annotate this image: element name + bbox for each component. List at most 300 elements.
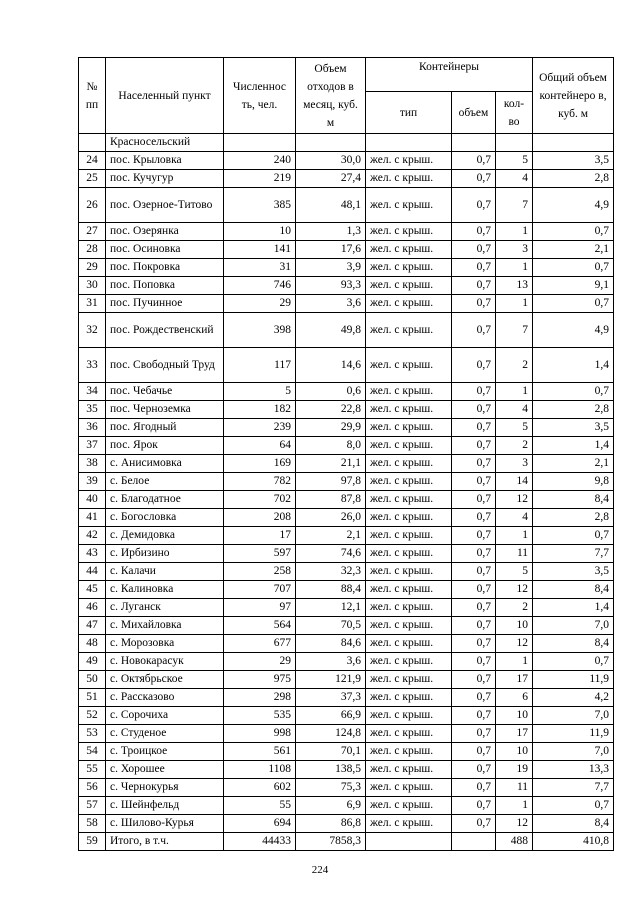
cell-container-count: 4 <box>496 509 533 527</box>
cell-num: 56 <box>79 779 106 797</box>
cell-num: 40 <box>79 491 106 509</box>
cell-population: 10 <box>224 223 296 241</box>
cell-container-type: жел. с крыш. <box>366 527 452 545</box>
cell-num: 51 <box>79 689 106 707</box>
cell-population: 29 <box>224 653 296 671</box>
cell-num: 37 <box>79 437 106 455</box>
cell-num: 58 <box>79 815 106 833</box>
cell-settlement: пос. Чебачье <box>106 383 224 401</box>
cell-container-type: жел. с крыш. <box>366 152 452 170</box>
table-row <box>79 295 614 313</box>
table-row <box>79 779 614 797</box>
table-row <box>79 617 614 635</box>
cell-waste-volume: 32,3 <box>296 563 366 581</box>
table-row <box>79 545 614 563</box>
cell-empty <box>496 134 533 152</box>
table-row <box>79 419 614 437</box>
cell-total-volume: 13,3 <box>533 761 614 779</box>
cell-settlement: пос. Ягодный <box>106 419 224 437</box>
cell-container-count: 3 <box>496 455 533 473</box>
cell-container-type: жел. с крыш. <box>366 581 452 599</box>
table-row <box>79 241 614 259</box>
page-number: 224 <box>311 864 329 876</box>
cell-settlement: пос. Озерянка <box>106 223 224 241</box>
cell-container-type: жел. с крыш. <box>366 599 452 617</box>
cell-total-volume: 9,8 <box>533 473 614 491</box>
cell-container-count: 488 <box>496 833 533 851</box>
cell-container-type: жел. с крыш. <box>366 188 452 223</box>
cell-settlement: пос. Осиновка <box>106 241 224 259</box>
cell-num: 49 <box>79 653 106 671</box>
cell-empty <box>533 134 614 152</box>
cell-container-type: жел. с крыш. <box>366 419 452 437</box>
cell-container-volume: 0,7 <box>452 653 496 671</box>
table-row <box>79 743 614 761</box>
table-row <box>79 383 614 401</box>
cell-waste-volume: 12,1 <box>296 599 366 617</box>
cell-total-volume: 2,1 <box>533 241 614 259</box>
cell-total-volume: 0,7 <box>533 653 614 671</box>
cell-container-count: 14 <box>496 473 533 491</box>
cell-num: 28 <box>79 241 106 259</box>
cell-num: 25 <box>79 170 106 188</box>
cell-container-volume: 0,7 <box>452 437 496 455</box>
cell-container-volume: 0,7 <box>452 707 496 725</box>
cell-num: 47 <box>79 617 106 635</box>
continuation-label: Красносельский <box>106 134 224 152</box>
cell-waste-volume: 138,5 <box>296 761 366 779</box>
cell-population: 385 <box>224 188 296 223</box>
cell-population: 298 <box>224 689 296 707</box>
cell-container-volume: 0,7 <box>452 473 496 491</box>
cell-container-count: 7 <box>496 188 533 223</box>
cell-num: 38 <box>79 455 106 473</box>
table-row <box>79 707 614 725</box>
cell-container-type: жел. с крыш. <box>366 170 452 188</box>
cell-container-count: 1 <box>496 653 533 671</box>
cell-num: 41 <box>79 509 106 527</box>
cell-container-volume: 0,7 <box>452 419 496 437</box>
cell-total-volume: 9,1 <box>533 277 614 295</box>
cell-container-volume: 0,7 <box>452 671 496 689</box>
cell-num: 45 <box>79 581 106 599</box>
cell-container-type: жел. с крыш. <box>366 653 452 671</box>
cell-container-count: 1 <box>496 797 533 815</box>
cell-settlement: пос. Озерное-Титово <box>106 188 224 223</box>
cell-total-volume: 0,7 <box>533 797 614 815</box>
cell-settlement: с. Сорочиха <box>106 707 224 725</box>
cell-population: 169 <box>224 455 296 473</box>
cell-container-type: жел. с крыш. <box>366 815 452 833</box>
cell-container-volume: 0,7 <box>452 797 496 815</box>
cell-container-type: жел. с крыш. <box>366 635 452 653</box>
table-row <box>79 401 614 419</box>
cell-container-count: 1 <box>496 223 533 241</box>
cell-empty <box>79 134 106 152</box>
cell-container-count: 3 <box>496 241 533 259</box>
cell-container-type: жел. с крыш. <box>366 313 452 348</box>
cell-settlement: пос. Пучинное <box>106 295 224 313</box>
cell-total-volume: 3,5 <box>533 419 614 437</box>
cell-container-type: жел. с крыш. <box>366 383 452 401</box>
cell-num: 57 <box>79 797 106 815</box>
cell-num: 33 <box>79 348 106 383</box>
cell-total-volume: 2,8 <box>533 401 614 419</box>
table-row <box>79 653 614 671</box>
cell-population: 398 <box>224 313 296 348</box>
cell-container-volume: 0,7 <box>452 295 496 313</box>
cell-container-count: 17 <box>496 671 533 689</box>
cell-container-type: жел. с крыш. <box>366 455 452 473</box>
cell-num: 43 <box>79 545 106 563</box>
cell-container-count: 7 <box>496 313 533 348</box>
cell-population: 31 <box>224 259 296 277</box>
header-settlement: Населенный пункт <box>106 58 224 134</box>
table-row <box>79 725 614 743</box>
cell-waste-volume: 22,8 <box>296 401 366 419</box>
cell-waste-volume: 8,0 <box>296 437 366 455</box>
cell-total-volume: 0,7 <box>533 527 614 545</box>
cell-waste-volume: 30,0 <box>296 152 366 170</box>
cell-settlement: пос. Рождественский <box>106 313 224 348</box>
cell-settlement: с. Благодатное <box>106 491 224 509</box>
cell-num: 54 <box>79 743 106 761</box>
cell-total-volume: 4,2 <box>533 689 614 707</box>
cell-total-volume: 1,4 <box>533 348 614 383</box>
cell-container-count: 17 <box>496 725 533 743</box>
cell-settlement: с. Шилово-Курья <box>106 815 224 833</box>
cell-population: 29 <box>224 295 296 313</box>
cell-population: 602 <box>224 779 296 797</box>
table-row <box>79 223 614 241</box>
cell-total-volume: 7,7 <box>533 545 614 563</box>
cell-container-count: 2 <box>496 437 533 455</box>
cell-settlement: с. Демидовка <box>106 527 224 545</box>
cell-container-volume: 0,7 <box>452 188 496 223</box>
cell-waste-volume: 70,1 <box>296 743 366 761</box>
cell-num: 35 <box>79 401 106 419</box>
cell-settlement: с. Хорошее <box>106 761 224 779</box>
cell-container-count: 2 <box>496 599 533 617</box>
cell-population: 561 <box>224 743 296 761</box>
cell-total-volume: 8,4 <box>533 635 614 653</box>
cell-container-volume: 0,7 <box>452 689 496 707</box>
cell-container-type: жел. с крыш. <box>366 277 452 295</box>
cell-container-count: 1 <box>496 259 533 277</box>
cell-container-type: жел. с крыш. <box>366 725 452 743</box>
cell-container-volume: 0,7 <box>452 725 496 743</box>
cell-container-type: жел. с крыш. <box>366 491 452 509</box>
cell-container-volume: 0,7 <box>452 348 496 383</box>
cell-settlement: с. Ирбизино <box>106 545 224 563</box>
cell-waste-volume: 1,3 <box>296 223 366 241</box>
cell-container-type: жел. с крыш. <box>366 295 452 313</box>
cell-num: 36 <box>79 419 106 437</box>
cell-waste-volume: 7858,3 <box>296 833 366 851</box>
cell-total-volume: 7,0 <box>533 707 614 725</box>
cell-container-count: 10 <box>496 743 533 761</box>
cell-container-volume: 0,7 <box>452 545 496 563</box>
cell-settlement: с. Шейнфельд <box>106 797 224 815</box>
cell-waste-volume: 66,9 <box>296 707 366 725</box>
table-row <box>79 527 614 545</box>
cell-container-type: жел. с крыш. <box>366 401 452 419</box>
cell-container-count: 1 <box>496 383 533 401</box>
table-row <box>79 491 614 509</box>
table-row <box>79 455 614 473</box>
cell-population: 17 <box>224 527 296 545</box>
cell-container-volume: 0,7 <box>452 401 496 419</box>
cell-empty <box>366 134 452 152</box>
header-total-volume: Общий объем контейнеро в, куб. м <box>533 58 614 134</box>
cell-container-volume: 0,7 <box>452 779 496 797</box>
cell-population: 597 <box>224 545 296 563</box>
cell-num: 32 <box>79 313 106 348</box>
cell-total-volume: 4,9 <box>533 188 614 223</box>
cell-total-volume: 8,4 <box>533 581 614 599</box>
cell-total-volume: 1,4 <box>533 437 614 455</box>
cell-container-type: жел. с крыш. <box>366 223 452 241</box>
cell-container-type: жел. с крыш. <box>366 473 452 491</box>
cell-container-volume: 0,7 <box>452 152 496 170</box>
cell-num: 48 <box>79 635 106 653</box>
cell-container-type: жел. с крыш. <box>366 671 452 689</box>
cell-container-type: жел. с крыш. <box>366 617 452 635</box>
cell-population: 707 <box>224 581 296 599</box>
cell-num: 50 <box>79 671 106 689</box>
cell-population: 702 <box>224 491 296 509</box>
cell-population: 746 <box>224 277 296 295</box>
cell-total-volume: 2,8 <box>533 170 614 188</box>
cell-container-count: 19 <box>496 761 533 779</box>
cell-num: 53 <box>79 725 106 743</box>
cell-container-type: жел. с крыш. <box>366 563 452 581</box>
cell-settlement: пос. Поповка <box>106 277 224 295</box>
cell-empty <box>224 134 296 152</box>
cell-container-type <box>366 833 452 851</box>
cell-container-volume: 0,7 <box>452 761 496 779</box>
cell-population: 694 <box>224 815 296 833</box>
cell-waste-volume: 3,6 <box>296 653 366 671</box>
cell-container-volume: 0,7 <box>452 509 496 527</box>
cell-settlement: пос. Кучугур <box>106 170 224 188</box>
cell-population: 141 <box>224 241 296 259</box>
cell-waste-volume: 87,8 <box>296 491 366 509</box>
cell-settlement: пос. Свободный Труд <box>106 348 224 383</box>
cell-container-count: 5 <box>496 563 533 581</box>
cell-container-count: 2 <box>496 348 533 383</box>
cell-waste-volume: 21,1 <box>296 455 366 473</box>
table-row <box>79 761 614 779</box>
cell-container-volume: 0,7 <box>452 383 496 401</box>
table-row <box>79 170 614 188</box>
header-type: тип <box>366 92 452 134</box>
table-row <box>79 188 614 223</box>
cell-total-volume: 8,4 <box>533 815 614 833</box>
cell-num: 30 <box>79 277 106 295</box>
cell-container-type: жел. с крыш. <box>366 545 452 563</box>
cell-total-volume: 7,0 <box>533 617 614 635</box>
header-count: кол-во <box>496 92 533 134</box>
cell-population: 782 <box>224 473 296 491</box>
cell-container-type: жел. с крыш. <box>366 797 452 815</box>
cell-container-volume: 0,7 <box>452 170 496 188</box>
cell-container-volume: 0,7 <box>452 527 496 545</box>
cell-population: 564 <box>224 617 296 635</box>
cell-container-count: 13 <box>496 277 533 295</box>
cell-total-volume: 11,9 <box>533 725 614 743</box>
table-row <box>79 671 614 689</box>
cell-settlement: с. Богословка <box>106 509 224 527</box>
header-num: № пп <box>79 58 106 134</box>
cell-population: 5 <box>224 383 296 401</box>
cell-empty <box>452 134 496 152</box>
cell-settlement: с. Морозовка <box>106 635 224 653</box>
cell-container-volume: 0,7 <box>452 599 496 617</box>
cell-container-count: 6 <box>496 689 533 707</box>
table-row <box>79 635 614 653</box>
table-row <box>79 313 614 348</box>
cell-population: 677 <box>224 635 296 653</box>
cell-settlement: с. Калиновка <box>106 581 224 599</box>
table-row <box>79 473 614 491</box>
cell-population: 44433 <box>224 833 296 851</box>
cell-waste-volume: 84,6 <box>296 635 366 653</box>
cell-waste-volume: 93,3 <box>296 277 366 295</box>
cell-num: 24 <box>79 152 106 170</box>
cell-container-type: жел. с крыш. <box>366 259 452 277</box>
cell-num: 27 <box>79 223 106 241</box>
cell-population: 117 <box>224 348 296 383</box>
cell-settlement: с. Анисимовка <box>106 455 224 473</box>
cell-num: 26 <box>79 188 106 223</box>
cell-container-volume: 0,7 <box>452 223 496 241</box>
cell-population: 97 <box>224 599 296 617</box>
cell-settlement: с. Новокарасук <box>106 653 224 671</box>
table-row <box>79 581 614 599</box>
cell-total-volume: 2,8 <box>533 509 614 527</box>
cell-container-count: 11 <box>496 779 533 797</box>
cell-population: 240 <box>224 152 296 170</box>
table-row <box>79 689 614 707</box>
cell-waste-volume: 37,3 <box>296 689 366 707</box>
table-row <box>79 599 614 617</box>
cell-waste-volume: 86,8 <box>296 815 366 833</box>
header-containers: Контейнеры <box>366 58 533 92</box>
cell-settlement: с. Октябрьское <box>106 671 224 689</box>
cell-container-volume: 0,7 <box>452 259 496 277</box>
table-row <box>79 152 614 170</box>
cell-settlement: с. Белое <box>106 473 224 491</box>
cell-container-count: 1 <box>496 527 533 545</box>
cell-waste-volume: 3,9 <box>296 259 366 277</box>
table-row <box>79 437 614 455</box>
cell-total-volume: 11,9 <box>533 671 614 689</box>
cell-waste-volume: 75,3 <box>296 779 366 797</box>
table-row <box>79 833 614 851</box>
cell-waste-volume: 70,5 <box>296 617 366 635</box>
cell-total-volume: 2,1 <box>533 455 614 473</box>
cell-container-count: 4 <box>496 170 533 188</box>
cell-waste-volume: 26,0 <box>296 509 366 527</box>
cell-container-type: жел. с крыш. <box>366 437 452 455</box>
continuation-row <box>79 134 614 152</box>
cell-population: 975 <box>224 671 296 689</box>
table-row <box>79 259 614 277</box>
cell-container-count: 12 <box>496 815 533 833</box>
cell-container-count: 12 <box>496 635 533 653</box>
header-waste-volume: Объем отходов в месяц, куб. м <box>296 58 366 134</box>
cell-waste-volume: 14,6 <box>296 348 366 383</box>
table-row <box>79 277 614 295</box>
cell-waste-volume: 121,9 <box>296 671 366 689</box>
cell-population: 258 <box>224 563 296 581</box>
table-body <box>79 134 614 851</box>
cell-container-volume: 0,7 <box>452 743 496 761</box>
table-row <box>79 797 614 815</box>
cell-population: 182 <box>224 401 296 419</box>
cell-num: 46 <box>79 599 106 617</box>
cell-container-type: жел. с крыш. <box>366 241 452 259</box>
table-row <box>79 509 614 527</box>
cell-container-volume: 0,7 <box>452 617 496 635</box>
cell-total-volume: 3,5 <box>533 152 614 170</box>
cell-container-volume: 0,7 <box>452 815 496 833</box>
cell-waste-volume: 27,4 <box>296 170 366 188</box>
cell-container-count: 12 <box>496 491 533 509</box>
cell-waste-volume: 3,6 <box>296 295 366 313</box>
cell-settlement: пос. Покровка <box>106 259 224 277</box>
cell-settlement: с. Калачи <box>106 563 224 581</box>
cell-settlement: с. Луганск <box>106 599 224 617</box>
header-volume: объем <box>452 92 496 134</box>
cell-waste-volume: 0,6 <box>296 383 366 401</box>
cell-num: 34 <box>79 383 106 401</box>
cell-container-count: 1 <box>496 295 533 313</box>
cell-total-volume: 0,7 <box>533 223 614 241</box>
cell-num: 42 <box>79 527 106 545</box>
header-population: Численнос ть, чел. <box>224 58 296 134</box>
cell-num: 29 <box>79 259 106 277</box>
cell-num: 39 <box>79 473 106 491</box>
cell-total-volume: 0,7 <box>533 295 614 313</box>
cell-waste-volume: 48,1 <box>296 188 366 223</box>
cell-settlement: с. Чернокурья <box>106 779 224 797</box>
cell-container-type: жел. с крыш. <box>366 348 452 383</box>
cell-container-count: 5 <box>496 152 533 170</box>
cell-population: 208 <box>224 509 296 527</box>
cell-container-type: жел. с крыш. <box>366 689 452 707</box>
cell-container-volume: 0,7 <box>452 277 496 295</box>
cell-total-volume: 4,9 <box>533 313 614 348</box>
cell-total-volume: 7,0 <box>533 743 614 761</box>
cell-settlement: с. Михайловка <box>106 617 224 635</box>
cell-waste-volume: 88,4 <box>296 581 366 599</box>
cell-total-volume: 3,5 <box>533 563 614 581</box>
table-row <box>79 563 614 581</box>
cell-container-type: жел. с крыш. <box>366 761 452 779</box>
cell-settlement: с. Рассказово <box>106 689 224 707</box>
cell-settlement: пос. Ярок <box>106 437 224 455</box>
cell-container-type: жел. с крыш. <box>366 509 452 527</box>
cell-container-volume: 0,7 <box>452 563 496 581</box>
cell-waste-volume: 2,1 <box>296 527 366 545</box>
cell-container-count: 11 <box>496 545 533 563</box>
cell-container-volume: 0,7 <box>452 241 496 259</box>
cell-container-count: 10 <box>496 707 533 725</box>
cell-container-volume <box>452 833 496 851</box>
cell-population: 535 <box>224 707 296 725</box>
